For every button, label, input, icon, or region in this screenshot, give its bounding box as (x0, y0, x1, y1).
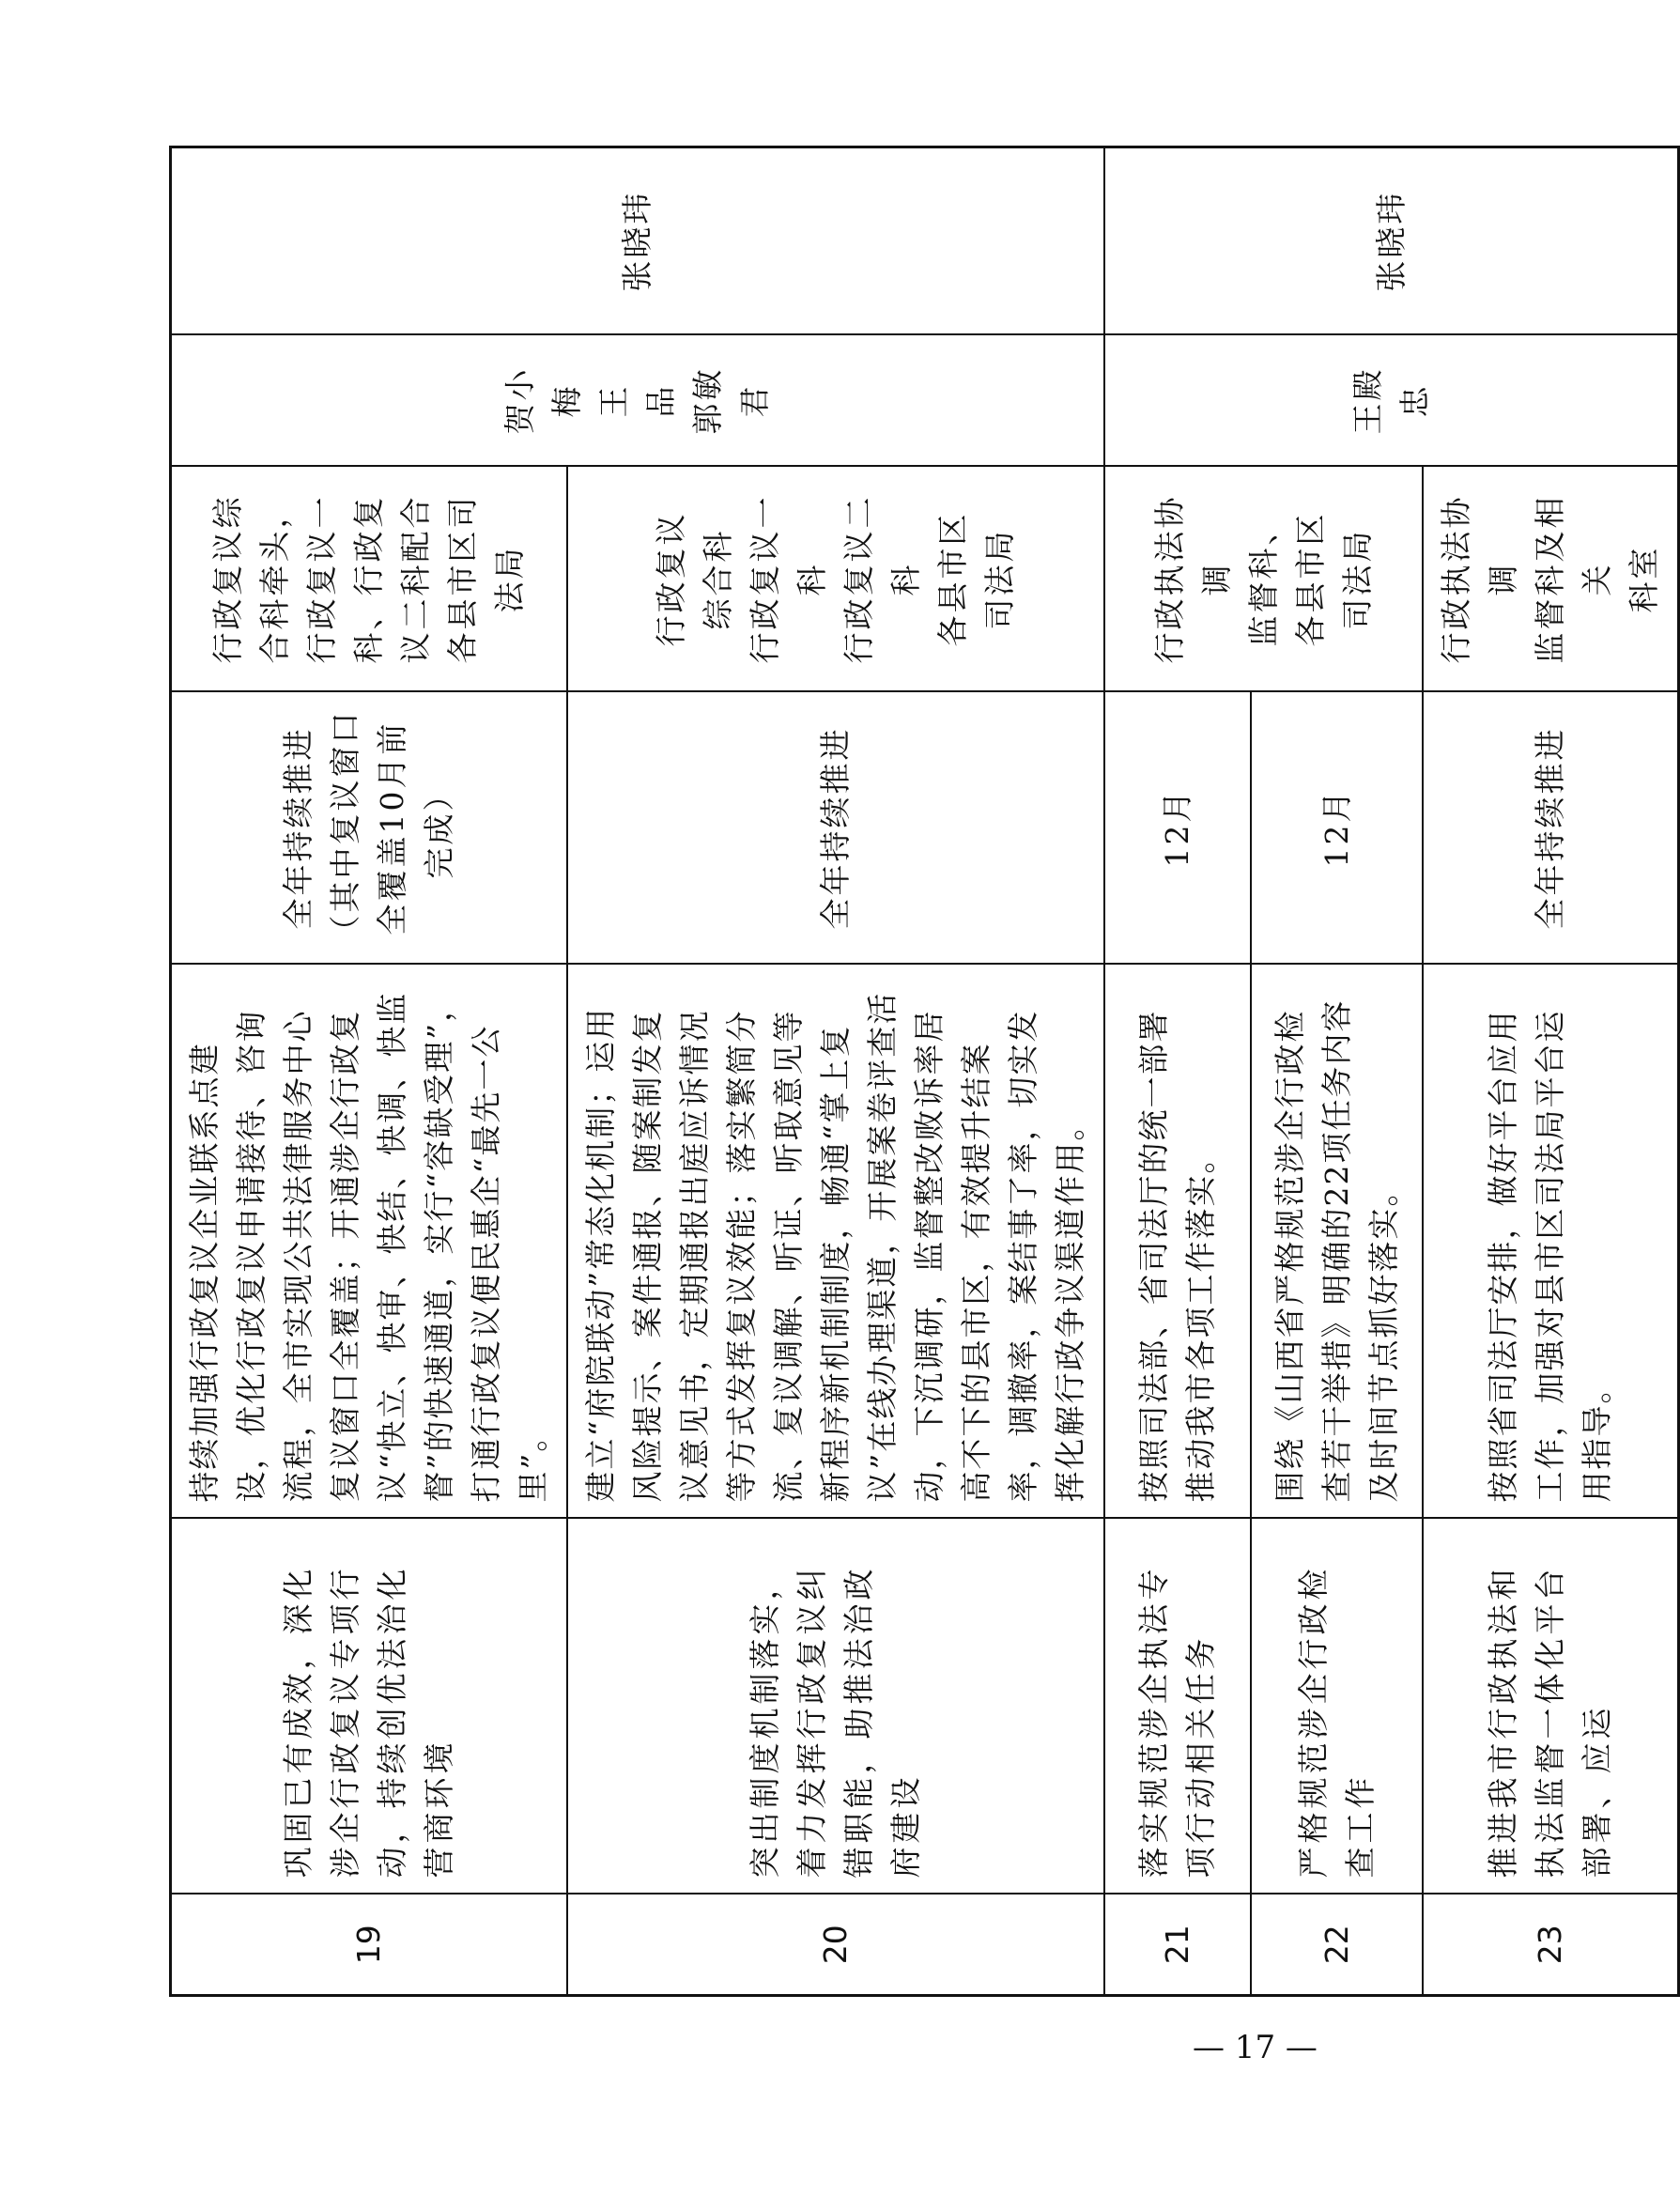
person-name: 贺小梅 (501, 366, 585, 435)
responsible-person-cell (171, 335, 1105, 467)
unit-line: 行政复议一科 (747, 494, 830, 664)
unit-line: 各县市区 (1291, 511, 1329, 647)
person-name: 王 品 (595, 349, 679, 418)
unit-line: 综合科 (700, 528, 736, 630)
unit-cell (567, 467, 1104, 692)
measure-cell: 按照省司法厅安排，做好平台应用工作，加强对县市区司法局平台运用指导。 (1423, 965, 1679, 1519)
time-cell: 全年持续推进（其中复议窗口全覆盖10月前完成） (171, 692, 568, 965)
measure-cell: 持续加强行政复议企业联系点建设，优化行政复议申请接待、咨询流程，全市实现公共法律服务中心复议窗口全覆盖；开通涉企行政复议“快立、快审、快结、快调、快监督”的快速通道，实行“容缺受理”，打通行政复议便民惠企“最先一公里”。 (171, 965, 568, 1519)
unit-line: 行政执法协调 (1438, 494, 1521, 664)
row-number: 19 (171, 1894, 568, 1996)
unit-line: 行政复议二科 (840, 494, 924, 664)
table-row (1104, 147, 1251, 1996)
unit-cell (1104, 467, 1423, 692)
rotated-table-container (169, 148, 1662, 1997)
unit-line: 行政复议综合科牵头，行政复议一科、行政复议二科配合各县市区司法局 (209, 494, 528, 664)
row-number: 23 (1423, 1894, 1679, 1996)
leader-cell: 张晓玮 (171, 147, 1105, 335)
task-table (169, 146, 1680, 1997)
unit-cell (1423, 467, 1679, 692)
table-row (171, 147, 568, 1996)
unit-cell (171, 467, 568, 692)
unit-line: 行政复议 (653, 511, 689, 647)
measure-cell: 建立“府院联动”常态化机制；运用风险提示、案件通报、随案制发复议意见书，定期通报出庭应诉情况等方式发挥复议效能；落实繁简分流、复议调解、听证、听取意见等新程序新机制制度，畅通“掌上复议”在线办理渠道，开展案卷评查活动，下沉调研，监督整改败诉率居高不下的县市区，有效提升结案率，调撤率，案结事了率，切实发挥化解行政争议渠道作用。 (567, 965, 1104, 1519)
task-cell: 突出制度机制落实，着力发挥行政复议纠错职能，助推法治政府建设 (567, 1519, 1104, 1894)
measure-cell: 按照司法部、省司法厅的统一部署推动我市各项工作落实。 (1104, 965, 1251, 1519)
time-cell: 全年持续推进 (1423, 692, 1679, 965)
time-cell: 全年持续推进 (567, 692, 1104, 965)
unit-line: 各县市区 (934, 511, 971, 647)
measure-cell: 围绕《山西省严格规范涉企行政检查若干举措》明确的22项任务内容及时间节点抓好落实。 (1251, 965, 1423, 1519)
unit-line: 行政执法协调 (1150, 494, 1235, 664)
task-cell: 严格规范涉企行政检查工作 (1251, 1519, 1423, 1894)
unit-line: 科室 (1626, 545, 1662, 613)
row-number: 21 (1104, 1894, 1251, 1996)
page-number: — 17 — (1193, 2029, 1318, 2066)
time-cell: 12月 (1104, 692, 1251, 965)
task-cell: 巩固已有成效，深化涉企行政复议专项行动，持续创优法治化营商环境 (171, 1519, 568, 1894)
unit-line: 司法局 (981, 528, 1018, 630)
leader-cell: 张晓玮 (1104, 147, 1679, 335)
unit-line: 监督科、 (1244, 511, 1282, 647)
responsible-person-cell (1104, 335, 1679, 467)
row-number: 20 (567, 1894, 1104, 1996)
time-cell: 12月 (1251, 692, 1423, 965)
row-number: 22 (1251, 1894, 1423, 1996)
unit-line: 司法局 (1338, 528, 1376, 630)
task-cell: 落实规范涉企执法专项行动相关任务 (1104, 1519, 1251, 1894)
task-cell: 推进我市行政执法和执法监督一体化平台部署、应运 (1423, 1519, 1679, 1894)
person-name: 郭敏君 (689, 366, 773, 435)
task-table-frame (169, 148, 1662, 1997)
person-name: 王殿忠 (1349, 366, 1433, 435)
unit-line: 监督科及相关 (1532, 494, 1615, 664)
